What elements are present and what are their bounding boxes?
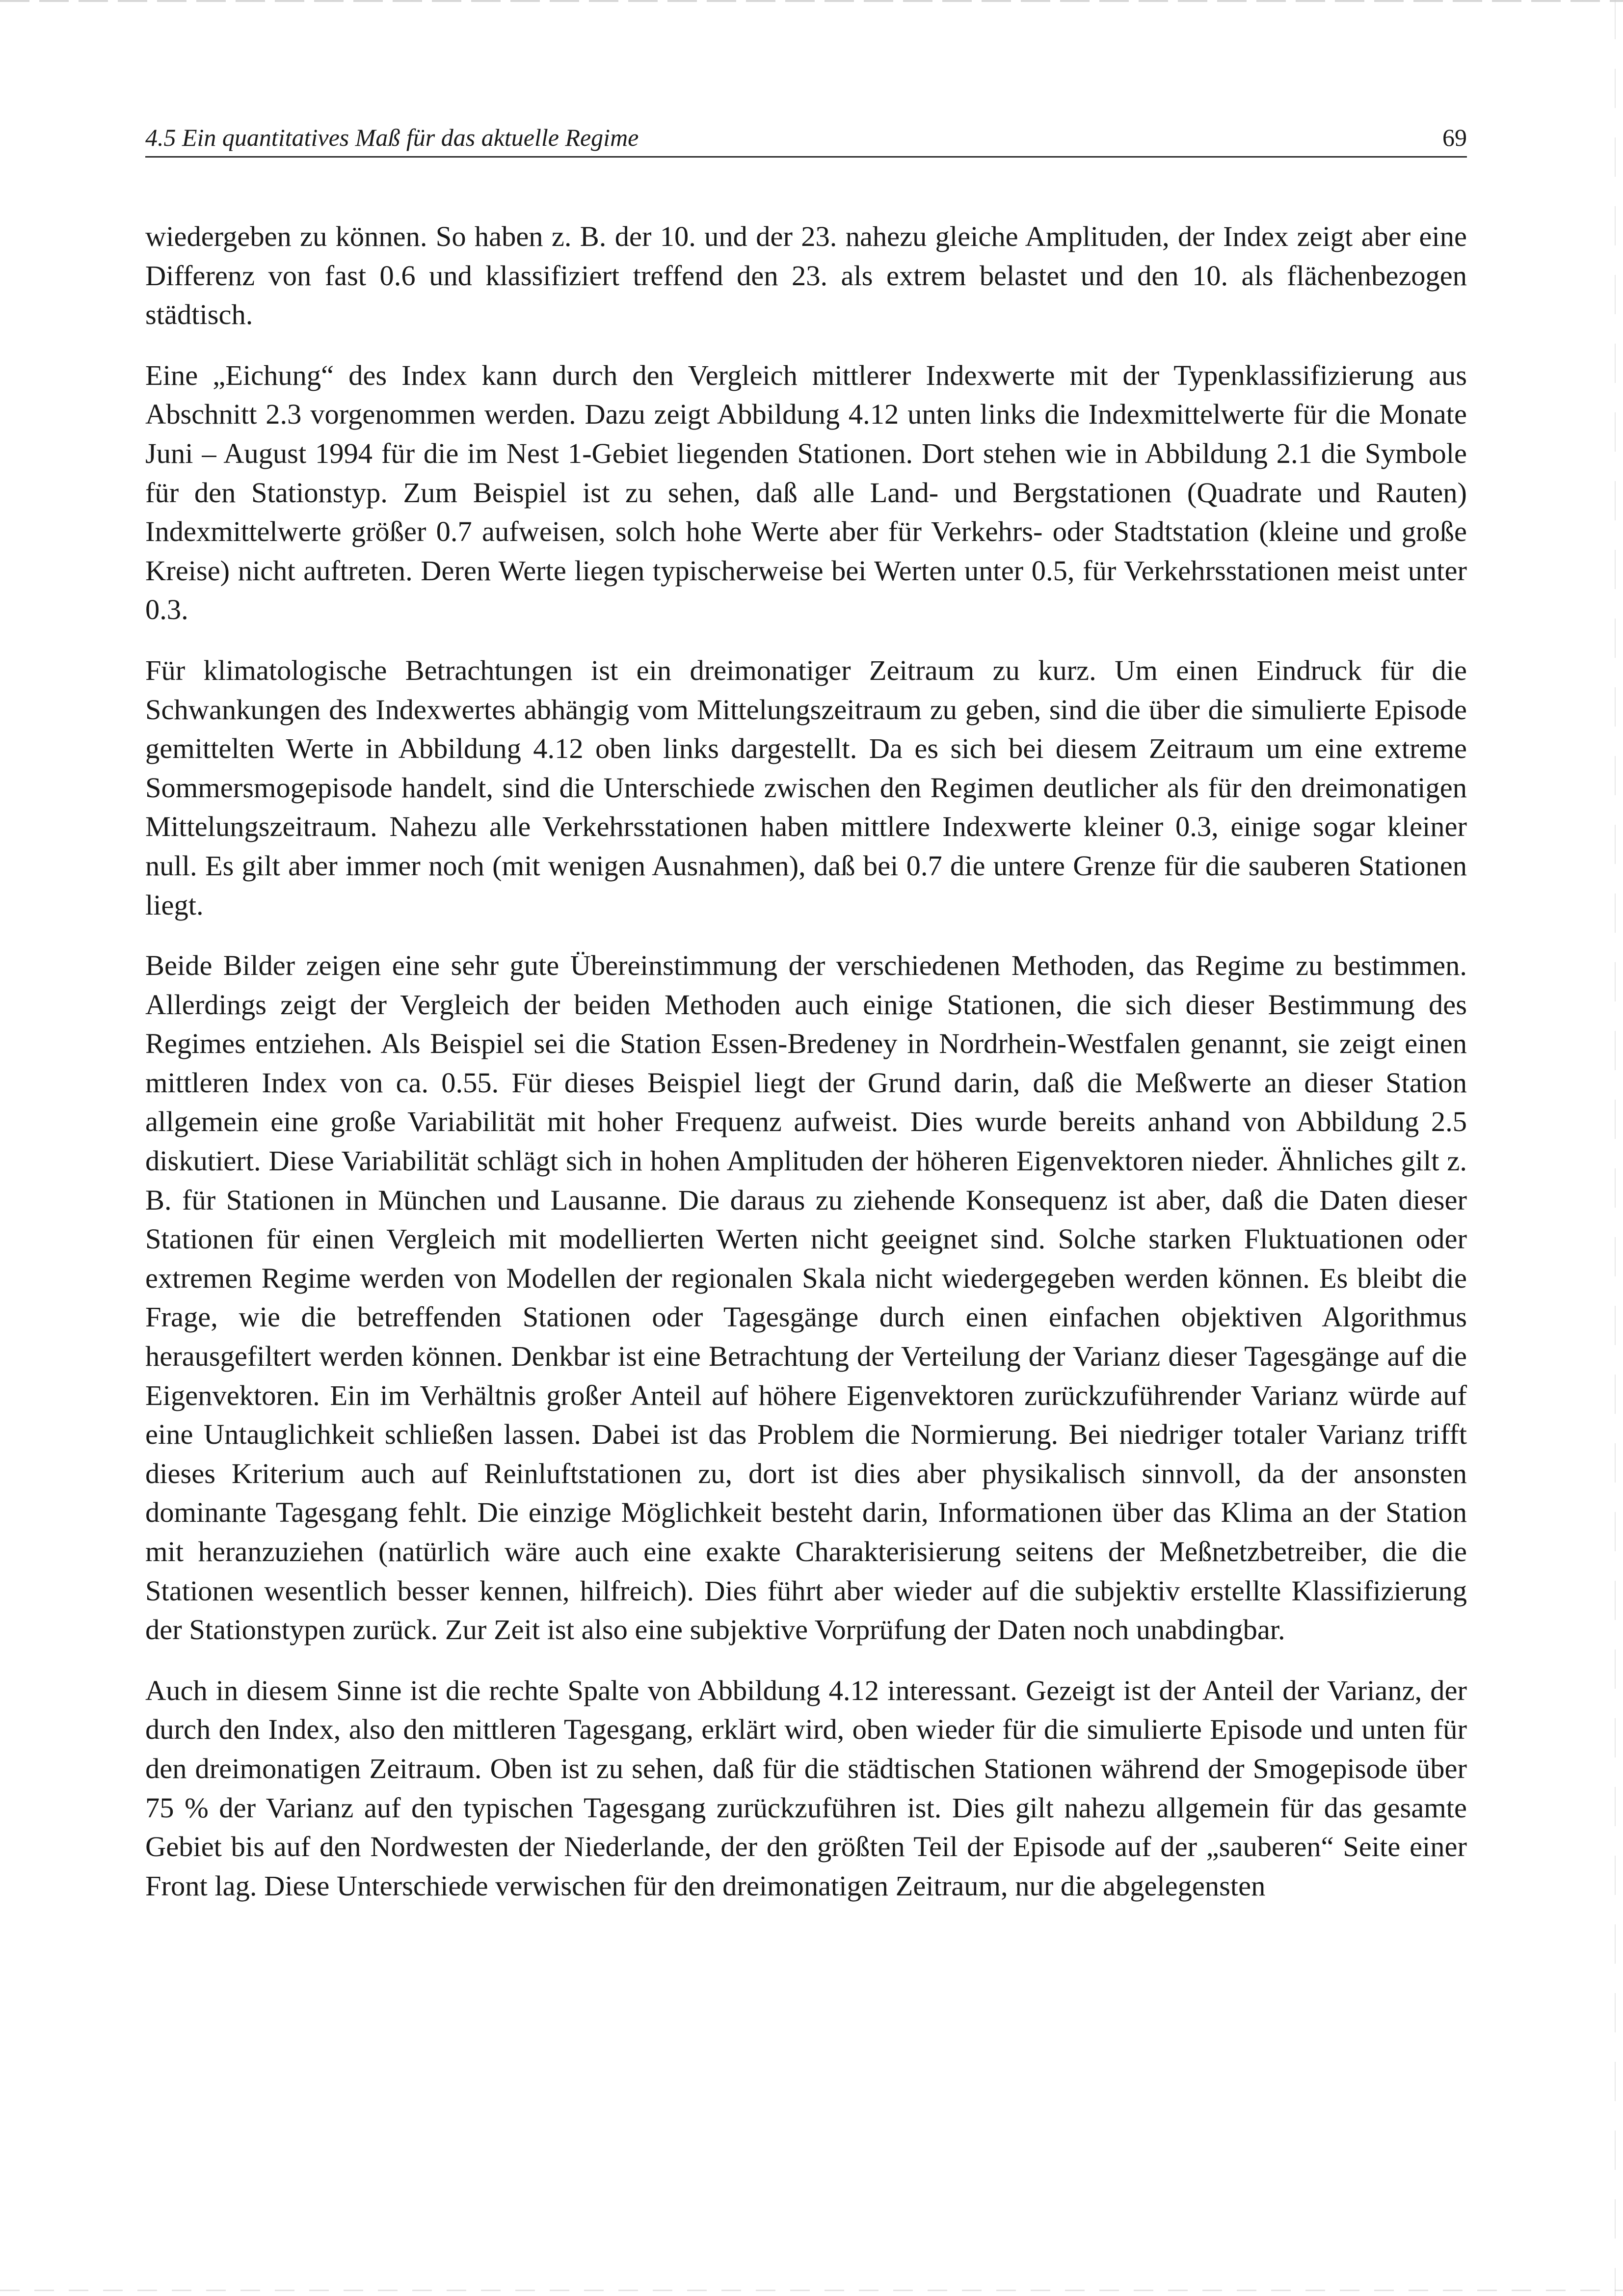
paragraph-3: Für klimatologische Betrachtungen ist ein dreimonatiger Zeitraum zu kurz. Um einen Eindruck für die Schwankungen des Indexwertes abhängig vom Mittelungszeitraum zu geben, sind die über die simulierte Episode gemittelten Werte in Abbildung 4.12 oben links dargestellt. Da es sich bei diesem Zeitraum um eine extreme Sommersmogepisode handelt, sind die Unterschiede zwischen den Regimen deutlicher als für den dreimonatigen Mittelungszeitraum. Nahezu alle Verkehrsstationen haben mittlere Indexwerte kleiner 0.3, einige sogar kleiner null. Es gilt aber immer noch (mit wenigen Ausnahmen), daß bei 0.7 die untere Grenze für die sauberen Stationen liegt. (145, 654, 1467, 921)
paragraph-4: Beide Bilder zeigen eine sehr gute Übereinstimmung der verschiedenen Methoden, das Regime zu bestimmen. Allerdings zeigt der Vergleich der beiden Methoden auch einige Stationen, die sich dieser Bestimmung des Regimes entziehen. Als Beispiel sei die Station Essen-Bredeney in Nordrhein-Westfalen genannt, sie zeigt einen mittleren Index von ca. 0.55. Für dieses Beispiel liegt der Grund darin, daß die Meßwerte an dieser Station allgemein eine große Variabilität mit hoher Frequenz aufweist. Dies wurde bereits anhand von Abbildung 2.5 diskutiert. Diese Variabilität schlägt sich in hohen Amplituden der höheren Eigenvektoren nieder. Ähnliches gilt z. B. für Stationen in München und Lausanne. Die daraus zu ziehende Konsequenz ist aber, daß die Daten dieser Stationen für einen Vergleich mit modellierten Werten nicht geeignet sind. Solche starken Fluktuationen oder extremen Regime werden von Modellen der regionalen Skala nicht wiedergegeben werden können. Es bleibt die Frage, wie die betreffenden Stationen oder Tagesgänge durch einen einfachen objektiven Algorithmus herausgefiltert werden können. Denkbar ist eine Betrachtung der Verteilung der Varianz dieser Tagesgänge auf die Eigenvektoren. Ein im Verhältnis großer Anteil auf höhere Eigenvektoren zurückzuführender Varianz würde auf eine Untauglichkeit schließen lassen. Dabei ist das Problem die Normierung. Bei niedriger totaler Varianz trifft dieses Kriterium auch auf Reinluftstationen zu, dort ist dies aber physikalisch sinnvoll, da der ansonsten dominante Tagesgang fehlt. Die einzige Möglichkeit besteht darin, Informationen über das Klima an der Station mit heranzuziehen (natürlich wäre auch eine exakte Charakterisierung seitens der Meßnetzbetreiber, die die Stationen wesentlich besser kennen, hilfreich). Dies führt aber wieder auf die subjektiv erstellte Klassifizierung der Stationstypen zurück. Zur Zeit ist also eine subjektive Vorprüfung der Daten noch unabdingbar. (145, 949, 1467, 1646)
scan-edge-right (1615, 0, 1616, 2296)
body-text (145, 217, 1467, 1927)
paragraph-2: Eine „Eichung“ des Index kann durch den Vergleich mittlerer Indexwerte mit der Typenklassifizierung aus Abschnitt 2.3 vorgenommen werden. Dazu zeigt Abbildung 4.12 unten links die Indexmittelwerte für die Monate Juni – August 1994 für die im Nest 1-Gebiet liegenden Stationen. Dort stehen wie in Abbildung 2.1 die Symbole für den Stationstyp. Zum Beispiel ist zu sehen, daß alle Land- und Bergstationen (Quadrate und Rauten) Indexmittelwerte größer 0.7 aufweisen, solch hohe Werte aber für Verkehrs- oder Stadtstation (kleine und große Kreise) nicht auftreten. Deren Werte liegen typischerweise bei Werten unter 0.5, für Verkehrsstationen meist unter 0.3. (145, 359, 1467, 626)
scan-edge-bottom (0, 2290, 1623, 2291)
paragraph-5: Auch in diesem Sinne ist die rechte Spalte von Abbildung 4.12 interessant. Gezeigt ist der Anteil der Varianz, der durch den Index, also den mittleren Tagesgang, erklärt wird, oben wieder für die simulierte Episode und unten für den dreimonatigen Zeitraum. Oben ist zu sehen, daß für die städtischen Stationen während der Smogepisode über 75 % der Varianz auf den typischen Tagesgang zurückzuführen ist. Dies gilt nahezu allgemein für das gesamte Gebiet bis auf den Nordwesten der Niederlande, der den größten Teil der Episode auf der „sauberen“ Seite einer Front lag. Diese Unterschiede verwischen für den dreimonatigen Zeitraum, nur die abgelegensten (145, 1674, 1467, 1902)
running-title: 4.5 Ein quantitatives Maß für das aktuelle Regime (145, 124, 639, 151)
paragraph-1: wiedergeben zu können. So haben z. B. der 10. und der 23. nahezu gleiche Amplituden, der Index zeigt aber eine Differenz von fast 0.6 und klassifiziert treffend den 23. als extrem belastet und den 10. als flächenbezogen städtisch. (145, 220, 1467, 331)
page-number: 69 (1442, 124, 1467, 151)
scan-edge-top (0, 0, 1623, 2)
running-header (145, 122, 1467, 158)
